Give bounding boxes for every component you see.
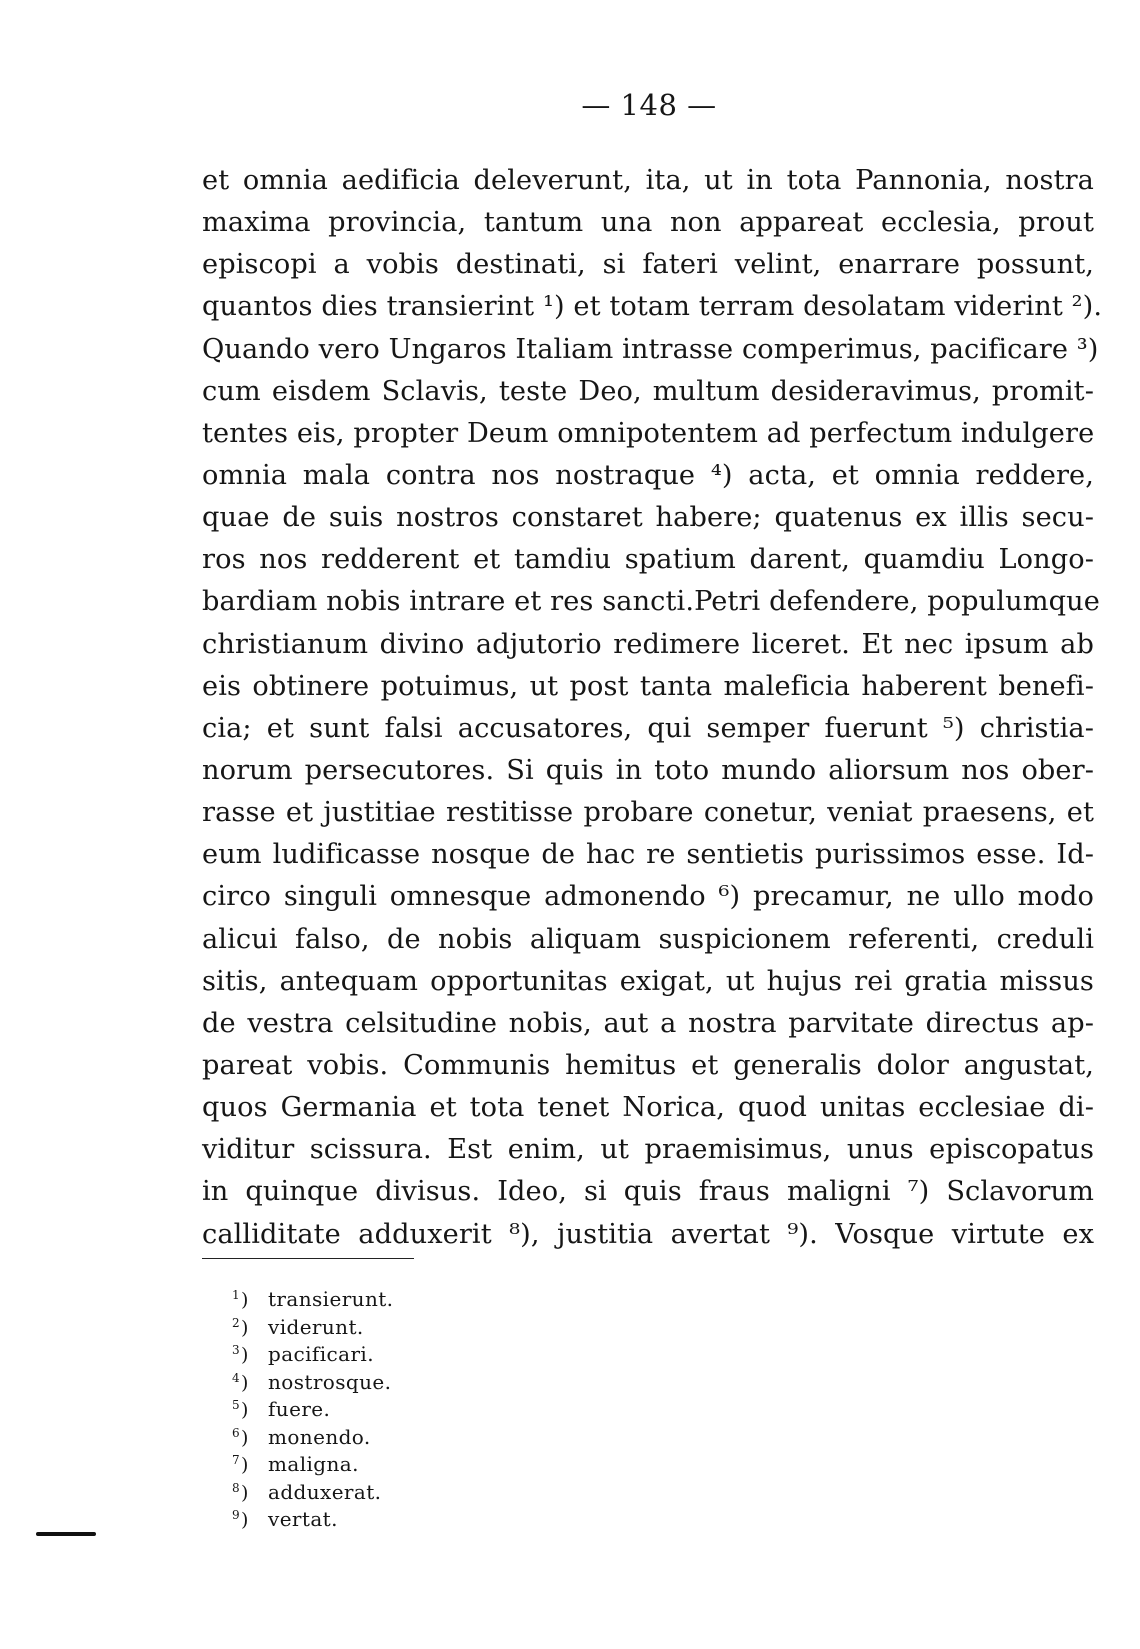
footnote: [232, 1365, 393, 1393]
text-line: pareat vobis. Communis hemitus et generalis dolor angustat,: [202, 1049, 1094, 1081]
footnote-mark: $^5$): [232, 1398, 249, 1421]
footnote: [232, 1475, 393, 1503]
text-line: episcopi a vobis destinati, si fateri velint, enarrare possunt,: [202, 249, 1094, 281]
footnote-text: adduxerat.: [268, 1479, 382, 1504]
footnote-text: fuere.: [268, 1397, 331, 1421]
footnote: [232, 1502, 393, 1530]
text-line: alicui falso, de nobis aliquam suspicionem referenti, creduli: [202, 923, 1094, 955]
text-line: circo singuli omnesque admonendo ⁶) precamur, ne ullo modo: [202, 881, 1094, 913]
text-line: quae de suis nostros constaret habere; quatenus ex illis secu-: [202, 502, 1094, 534]
footnote-mark: $^8$): [232, 1480, 249, 1504]
footnote: [232, 1447, 393, 1475]
text-line: eum ludificasse nosque de hac re sentietis purissimos esse. Id-: [202, 839, 1094, 871]
footnote-mark: $^7$): [232, 1453, 249, 1476]
text-line: quantos dies transierint ¹) et totam terram desolatam viderint ²).: [202, 291, 1103, 323]
footnote: [232, 1337, 393, 1365]
footnote-text: pacificari.: [268, 1342, 374, 1366]
footnote: [232, 1420, 393, 1448]
footnote-text: viderunt.: [268, 1314, 364, 1339]
footnote-mark: $^1$): [232, 1288, 249, 1311]
footnote-text: vertat.: [268, 1507, 338, 1531]
body-text: [202, 160, 1103, 1256]
text-line: maxima provincia, tantum una non appareat ecclesia, prout: [202, 207, 1094, 239]
text-line: calliditate adduxerit ⁸), justitia avertat ⁹). Vosque virtute ex: [202, 1218, 1094, 1250]
footnote-mark: $^2$): [232, 1315, 249, 1339]
text-line: de vestra celsitudine nobis, aut a nostra parvitate directus ap-: [202, 1007, 1094, 1039]
text-line: bardiam nobis intrare et res sancti.Petri defendere, populumque: [202, 586, 1100, 618]
footnote: [232, 1310, 393, 1338]
text-line: et omnia aedificia deleverunt, ita, ut in tota Pannonia, nostra: [202, 165, 1094, 196]
text-line: norum persecutores. Si quis in toto mundo aliorsum nos ober-: [202, 754, 1094, 786]
text-line: cum eisdem Sclavis, teste Deo, multum desideravimus, promit-: [202, 375, 1094, 407]
footnote-text: nostrosque.: [268, 1369, 392, 1394]
footnote: [232, 1392, 393, 1420]
text-line: in quinque divisus. Ideo, si quis fraus maligni ⁷) Sclavorum: [202, 1176, 1094, 1208]
text-line: christianum divino adjutorio redimere liceret. Et nec ipsum ab: [202, 628, 1094, 660]
footnote-text: transierunt.: [268, 1287, 394, 1311]
footnote-divider: [202, 1258, 414, 1259]
page-number: — 148 —: [581, 88, 717, 122]
text-line: eis obtinere potuimus, ut post tanta maleficia haberent benefi-: [202, 670, 1094, 702]
text-line: tentes eis, propter Deum omnipotentem ad perfectum indulgere: [202, 417, 1095, 449]
text-line: omnia mala contra nos nostraque ⁴) acta, et omnia reddere,: [202, 459, 1094, 491]
text-line: rasse et justitiae restitisse probare conetur, veniat praesens, et: [202, 797, 1094, 829]
footnote-mark: $^4$): [232, 1370, 249, 1394]
footnote-mark: $^6$): [232, 1425, 249, 1449]
text-line: Quando vero Ungaros Italiam intrasse comperimus, pacificare ³): [202, 333, 1099, 365]
text-line: viditur scissura. Est enim, ut praemisimus, unus episcopatus: [202, 1134, 1094, 1166]
footnote-mark: $^9$): [232, 1508, 249, 1531]
footnote: [232, 1282, 393, 1310]
text-line: ros nos redderent et tamdiu spatium darent, quamdiu Longo-: [202, 544, 1094, 576]
scan-mark: [36, 1532, 96, 1536]
footnotes: [232, 1282, 393, 1530]
text-line: quos Germania et tota tenet Norica, quod unitas ecclesiae di-: [202, 1092, 1094, 1124]
footnote-mark: $^3$): [232, 1343, 249, 1366]
text-line: sitis, antequam opportunitas exigat, ut hujus rei gratia missus: [202, 965, 1094, 997]
text-line: cia; et sunt falsi accusatores, qui semper fuerunt ⁵) christia-: [202, 712, 1094, 744]
footnote-text: monendo.: [268, 1424, 371, 1449]
footnote-text: maligna.: [268, 1452, 359, 1476]
